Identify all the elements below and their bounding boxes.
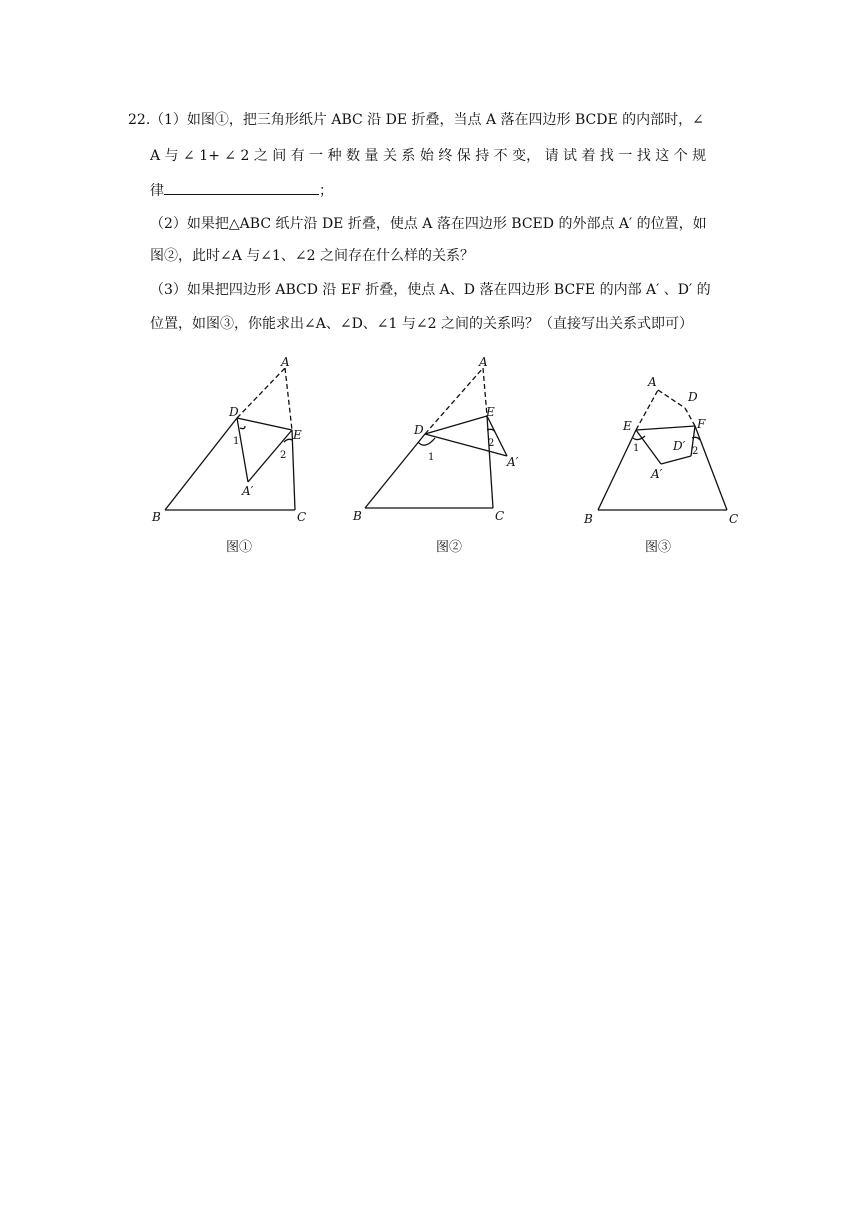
part3-line1: （3）如果把四边形 ABCD 沿 EF 折叠，使点 A、D 落在四边形 BCFE 的内部 A′ 、D′ 的 (150, 282, 711, 298)
fig1-label-E: E (293, 428, 302, 442)
fig1-label-A: A (281, 355, 290, 369)
fig3-label-E: E (623, 419, 632, 433)
fig2-label-E: E (486, 405, 495, 419)
fig2-label-D: D (414, 423, 424, 437)
figure-2-caption: 图② (436, 540, 463, 555)
part2-line1: （2）如果把△ABC 纸片沿 DE 折叠，使点 A 落在四边形 BCED 的外部点 A′ 的位置，如 (150, 216, 707, 232)
fig1-label-C: C (297, 510, 307, 524)
answer-blank (164, 180, 319, 195)
fig3-label-B: B (584, 512, 593, 526)
fig1-label-B: B (152, 510, 161, 524)
question-number: 22. (128, 112, 151, 128)
part1-line1: （1）如图①，把三角形纸片 ABC 沿 DE 折叠，当点 A 落在四边形 BCDE 的内部时，∠ (150, 112, 704, 128)
fig3-angle-1: 1 (633, 443, 640, 454)
fig3-angle-2: 2 (692, 446, 699, 457)
figure-1-caption: 图① (226, 540, 253, 555)
figure-3-caption: 图③ (645, 540, 672, 555)
figure-3 (575, 350, 775, 530)
part1-line2: A 与 ∠ 1+ ∠ 2 之 间 有 一 种 数 量 关 系 始 终 保 持 不 变， 请 试 着 找 一 找 这 个 规 (150, 148, 707, 164)
fig1-angle-1: 1 (233, 436, 240, 447)
part1-line3-suffix: ； (319, 183, 333, 199)
fig3-label-D-prime: D′ (673, 439, 686, 453)
part1-line3-prefix: 律 (150, 183, 164, 199)
fig2-label-C: C (495, 509, 505, 523)
fig3-label-C: C (729, 512, 739, 526)
fig3-label-A: A (648, 375, 657, 389)
part1-line3 (150, 180, 333, 201)
fig2-label-A-prime: A′ (507, 455, 519, 469)
part2-line2: 图②，此时∠A 与∠1、∠2 之间存在什么样的关系？ (150, 248, 475, 264)
fig1-label-A-prime: A′ (242, 484, 254, 498)
fig1-label-D: D (229, 405, 239, 419)
fig2-label-A: A (479, 355, 488, 369)
fig1-angle-2: 2 (280, 450, 287, 461)
fig3-label-F: F (697, 417, 706, 431)
fig3-label-D: D (688, 390, 698, 404)
figure-1 (140, 350, 340, 530)
fig3-label-A-prime: A′ (651, 467, 663, 481)
figure-2 (345, 350, 545, 530)
fig2-label-B: B (353, 509, 362, 523)
part3-line2: 位置，如图③，你能求出∠A、∠D、∠1 与∠2 之间的关系吗？（直接写出关系式即可） (150, 316, 693, 332)
fig2-angle-2: 2 (488, 438, 495, 449)
fig2-angle-1: 1 (428, 452, 435, 463)
